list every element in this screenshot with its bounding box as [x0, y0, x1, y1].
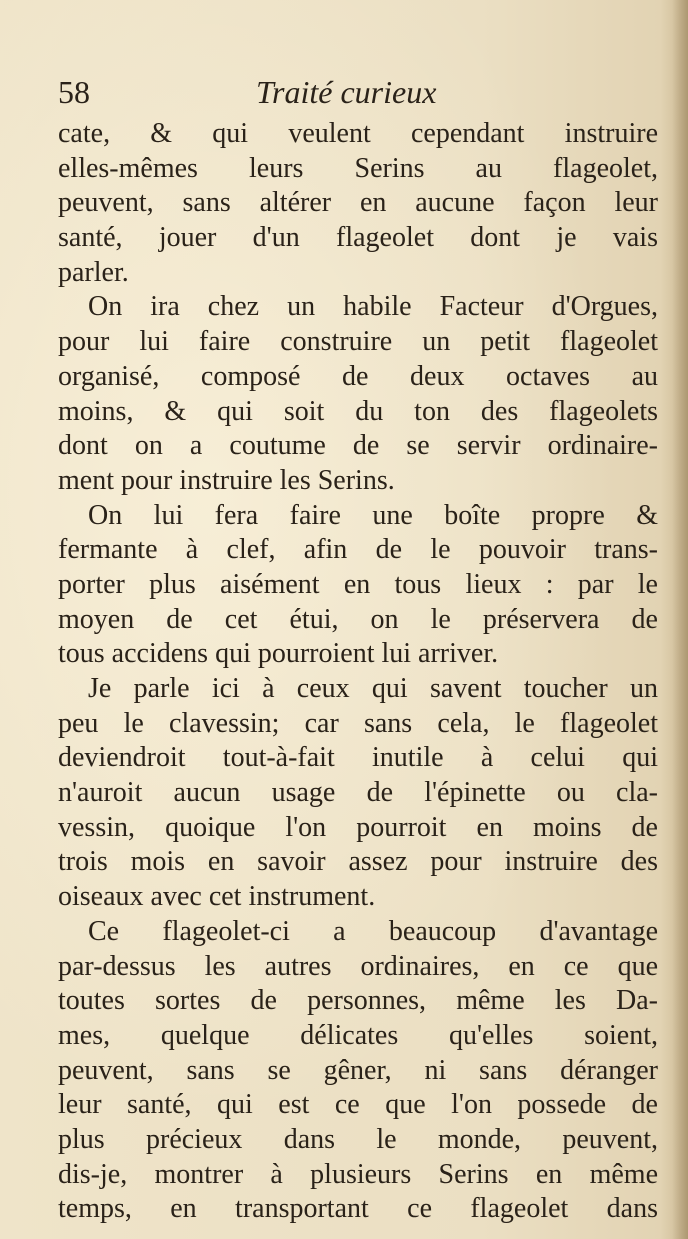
- text-line: Je parle ici à ceux qui savent toucher un: [88, 673, 658, 704]
- text-line: On lui fera faire une boîte propre &: [88, 499, 658, 531]
- text-line: peuvent, sans altérer en aucune façon leur: [58, 187, 658, 219]
- running-head: Traité curieux: [256, 74, 437, 110]
- text-line: dis-je, montrer à plusieurs Serins en même: [58, 1158, 658, 1190]
- text-line: ment pour instruire les Serins.: [58, 464, 395, 496]
- text-line: parler.: [58, 256, 129, 288]
- text-line: organisé, composé de deux octaves au: [58, 360, 658, 392]
- text-line: dont on a coutume de se servir ordinaire-: [58, 430, 658, 462]
- text-line: pour lui faire construire un petit flageolet: [58, 326, 658, 358]
- page-number: 58: [58, 74, 90, 110]
- page-header: [58, 72, 658, 112]
- text-line: moyen de cet étui, on le préservera de: [58, 603, 658, 635]
- text-line: moins, & qui soit du ton des flageolets: [58, 395, 658, 427]
- text-line: peuvent, sans se gêner, ni sans déranger: [58, 1054, 658, 1086]
- page-edge-shadow: [672, 0, 688, 1239]
- text-line: par-dessus les autres ordinaires, en ce que: [58, 950, 658, 982]
- text-line: vessin, quoique l'on pourroit en moins de: [58, 811, 658, 843]
- text-line: oiseaux avec cet instrument.: [58, 881, 376, 913]
- text-line: Ce flageolet-ci a beaucoup d'avantage: [88, 915, 658, 947]
- text-line: trois mois en savoir assez pour instruire des: [58, 846, 658, 878]
- text-line: santé, jouer d'un flageolet dont je vais: [58, 222, 658, 254]
- text-line: fermante à clef, afin de le pouvoir trans-: [58, 534, 658, 566]
- text-line: temps, en transportant ce flageolet dans: [58, 1193, 658, 1225]
- text-line: plus précieux dans le monde, peuvent,: [58, 1123, 658, 1155]
- text-line: leur santé, qui est ce que l'on possede de: [58, 1089, 658, 1121]
- text-line: porter plus aisément en tous lieux : par le: [58, 568, 658, 600]
- text-line: n'auroit aucun usage de l'épinette ou cla-: [58, 777, 658, 809]
- text-line: tous accidens qui pourroient lui arriver.: [58, 638, 499, 670]
- text-line: On ira chez un habile Facteur d'Orgues,: [88, 291, 658, 323]
- text-line: mes, quelque délicates qu'elles soient,: [58, 1019, 658, 1051]
- text-line: peu le clavessin; car sans cela, le flageolet: [58, 707, 658, 739]
- text-line: cate, & qui veulent cependant instruire: [58, 118, 658, 149]
- body-text: [58, 117, 658, 1227]
- text-line: elles-mêmes leurs Serins au flageolet,: [58, 152, 658, 184]
- text-line: toutes sortes de personnes, même les Da-: [58, 985, 658, 1017]
- text-line: deviendroit tout-à-fait inutile à celui qui: [58, 742, 658, 774]
